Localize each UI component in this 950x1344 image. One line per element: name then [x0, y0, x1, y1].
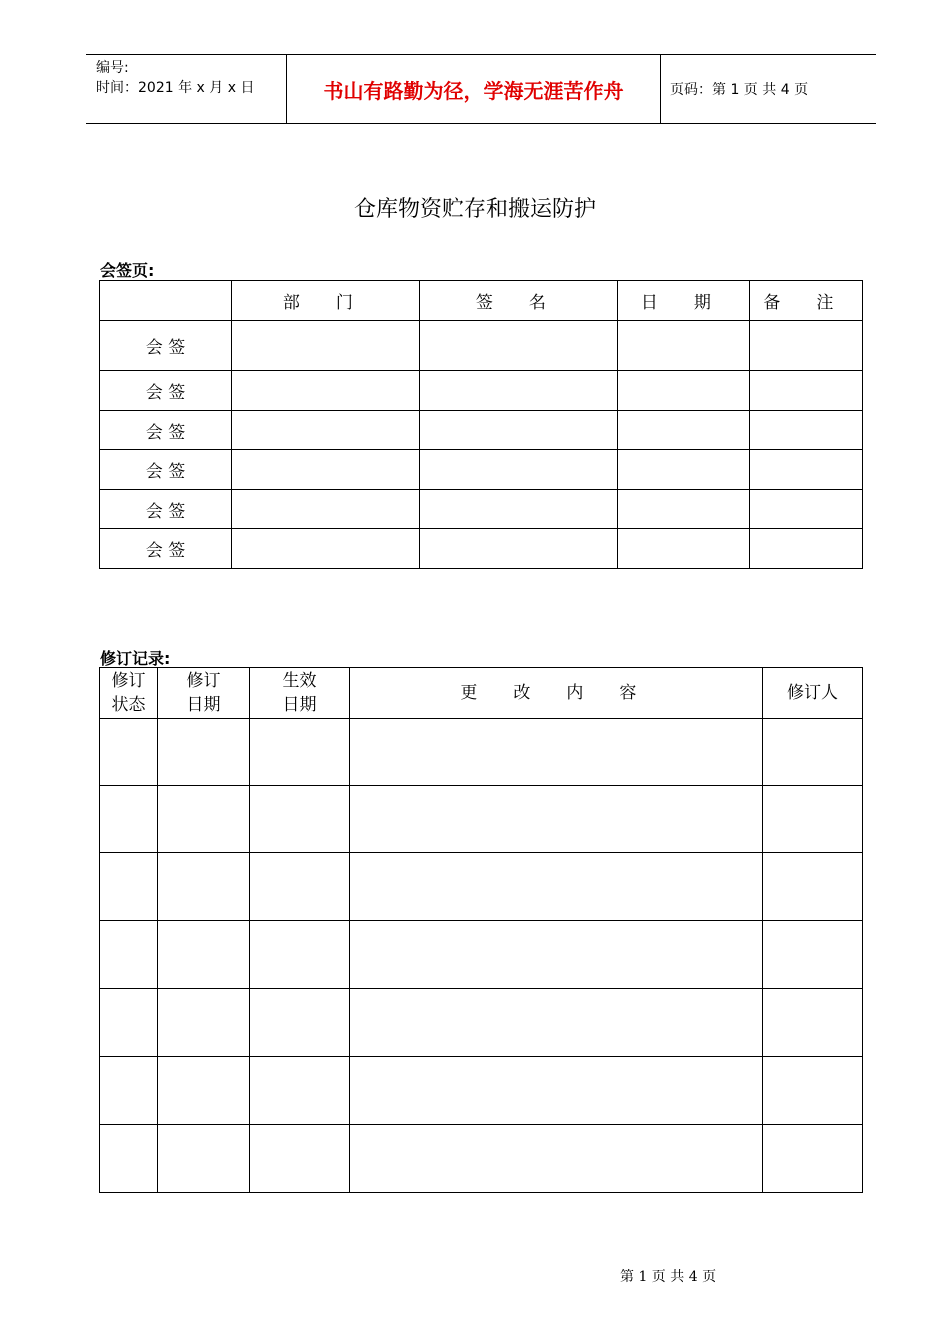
signoff-cell [232, 529, 420, 569]
signoff-row-label: 会 签 [100, 321, 232, 371]
revision-cell [158, 921, 250, 989]
date-label: 时间：2021 年 x 月 x 日 [96, 80, 255, 96]
signoff-cell [618, 490, 750, 529]
revision-section-label: 修订记录: [100, 649, 171, 668]
header-motto: 书山有路勤为径，学海无涯苦作舟 [323, 78, 624, 103]
signoff-cell [750, 529, 863, 569]
revision-cell [763, 853, 863, 921]
revision-row [100, 921, 863, 989]
revision-cell [250, 786, 350, 853]
signoff-cell [232, 490, 420, 529]
signoff-row-label: 会 签 [100, 490, 232, 529]
revision-cell [763, 1125, 863, 1193]
signoff-row [100, 321, 863, 371]
signoff-cell [420, 321, 618, 371]
signoff-cell [420, 371, 618, 411]
revision-cell [100, 786, 158, 853]
revision-cell [100, 1125, 158, 1193]
revision-cell [763, 786, 863, 853]
signoff-cell [618, 411, 750, 450]
revision-cell [763, 989, 863, 1057]
signoff-cell [750, 321, 863, 371]
document-header [86, 54, 876, 124]
revision-cell [350, 719, 763, 786]
revision-cell [350, 853, 763, 921]
signoff-cell [232, 321, 420, 371]
revision-cell [158, 786, 250, 853]
revision-cell [100, 989, 158, 1057]
signoff-cell [618, 371, 750, 411]
signoff-cell [750, 490, 863, 529]
revision-row [100, 853, 863, 921]
revision-cell [250, 1125, 350, 1193]
revision-cell [158, 1125, 250, 1193]
signoff-cell [750, 411, 863, 450]
revision-header-effective-date: 生效 日期 [250, 668, 350, 719]
header-page-info: 页码：第 1 页 共 4 页 [670, 82, 809, 98]
revision-cell [350, 989, 763, 1057]
revision-row [100, 719, 863, 786]
revision-row [100, 989, 863, 1057]
signoff-cell [750, 371, 863, 411]
signoff-row-label: 会 签 [100, 529, 232, 569]
revision-header-reviser: 修订人 [763, 668, 863, 719]
revision-row [100, 1057, 863, 1125]
revision-cell [100, 921, 158, 989]
revision-cell [350, 1057, 763, 1125]
signoff-header-row [100, 281, 863, 321]
revision-cell [250, 989, 350, 1057]
header-meta [96, 58, 254, 98]
revision-cell [158, 719, 250, 786]
revision-cell [250, 719, 350, 786]
signoff-cell [420, 490, 618, 529]
revision-header-status: 修订 状态 [100, 668, 158, 719]
signoff-header-signature: 签 名 [420, 281, 618, 321]
revision-row [100, 1125, 863, 1193]
revision-cell [350, 786, 763, 853]
revision-cell [763, 921, 863, 989]
signoff-cell [420, 450, 618, 490]
signoff-cell [420, 529, 618, 569]
revision-table [99, 667, 863, 1193]
signoff-cell [420, 411, 618, 450]
document-title: 仓库物资贮存和搬运防护 [353, 197, 596, 222]
revision-cell [250, 853, 350, 921]
revision-cell [158, 1057, 250, 1125]
revision-cell [100, 1057, 158, 1125]
signoff-row-label: 会 签 [100, 371, 232, 411]
signoff-header-department: 部 门 [232, 281, 420, 321]
signoff-row [100, 371, 863, 411]
revision-header-content: 更 改 内 容 [350, 668, 763, 719]
revision-cell [158, 989, 250, 1057]
signoff-header-date: 日 期 [618, 281, 750, 321]
signoff-cell [232, 411, 420, 450]
revision-cell [763, 1057, 863, 1125]
revision-row [100, 786, 863, 853]
signoff-row [100, 450, 863, 490]
signoff-section-label: 会签页: [100, 261, 155, 280]
signoff-row-label: 会 签 [100, 450, 232, 490]
header-divider [660, 55, 661, 123]
signoff-row [100, 529, 863, 569]
revision-header-revision-date: 修订 日期 [158, 668, 250, 719]
page-footer: 第 1 页 共 4 页 [620, 1269, 717, 1285]
revision-header-row [100, 668, 863, 719]
revision-cell [350, 921, 763, 989]
signoff-cell [232, 371, 420, 411]
signoff-row-label: 会 签 [100, 411, 232, 450]
revision-cell [350, 1125, 763, 1193]
signoff-cell [618, 321, 750, 371]
serial-number-label: 编号: [96, 60, 129, 76]
signoff-header-blank [100, 281, 232, 321]
revision-cell [250, 921, 350, 989]
revision-cell [250, 1057, 350, 1125]
signoff-cell [618, 529, 750, 569]
signoff-cell [232, 450, 420, 490]
revision-cell [763, 719, 863, 786]
revision-cell [100, 719, 158, 786]
signoff-header-remarks: 备 注 [750, 281, 863, 321]
signoff-row [100, 490, 863, 529]
signoff-cell [618, 450, 750, 490]
signoff-row [100, 411, 863, 450]
signoff-cell [750, 450, 863, 490]
signoff-table [99, 280, 863, 569]
revision-cell [100, 853, 158, 921]
revision-cell [158, 853, 250, 921]
